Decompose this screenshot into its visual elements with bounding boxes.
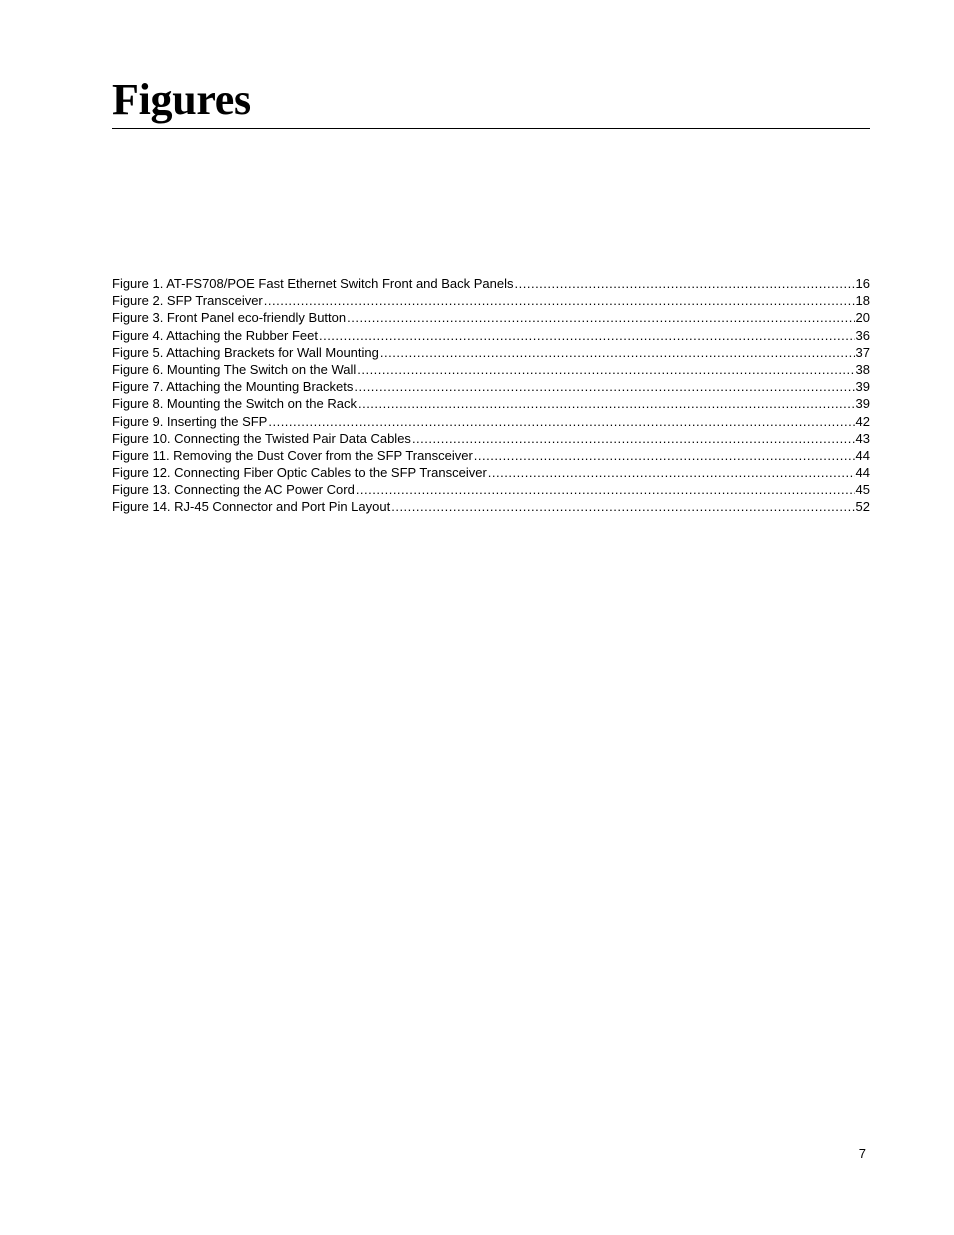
figure-entry-label: Figure 8. Mounting the Switch on the Rack [112,396,357,412]
figure-entry-page: 18 [855,293,870,309]
figure-entry-label: Figure 3. Front Panel eco-friendly Button [112,310,347,326]
figure-entry-page: 16 [855,276,870,291]
title-rule [112,128,870,129]
figure-entry-11[interactable] [112,447,870,464]
figure-entry-10[interactable] [112,430,870,447]
dot-leader [391,498,854,515]
figure-entry-label: Figure 12. Connecting Fiber Optic Cables to the SFP Transceiver [112,465,487,481]
dot-leader [264,292,855,309]
list-of-figures [112,275,870,516]
figure-entry-page: 36 [855,327,870,343]
figure-entry-label: Figure 5. Attaching Brackets for Wall Mounting [112,344,379,360]
figure-entry-label: Figure 11. Removing the Dust Cover from the SFP Transceiver [112,447,473,463]
figure-entry-page: 20 [855,310,870,326]
figure-entry-label: Figure 6. Mounting The Switch on the Wall [112,361,357,377]
dot-leader [356,481,855,498]
page-number: 7 [858,1146,866,1161]
figure-entry-5[interactable] [112,344,870,361]
figure-entry-13[interactable] [112,481,870,498]
figure-entry-page: 43 [855,430,870,446]
figure-entry-label: Figure 14. RJ-45 Connector and Port Pin Layout [112,499,391,515]
figure-entry-6[interactable] [112,361,870,378]
figure-entry-8[interactable] [112,395,870,412]
figure-entry-label: Figure 1. AT-FS708/POE Fast Ethernet Switch Front and Back Panels [112,276,514,291]
figure-entry-4[interactable] [112,327,870,344]
figure-entry-page: 39 [855,379,870,395]
figure-entry-page: 39 [855,396,870,412]
figure-entry-label: Figure 4. Attaching the Rubber Feet [112,327,318,343]
figure-entry-label: Figure 10. Connecting the Twisted Pair Data Cables [112,430,411,446]
figure-entry-label: Figure 9. Inserting the SFP [112,413,268,429]
dot-leader [357,361,854,378]
page-title: Figures [112,75,251,124]
dot-leader [347,309,854,326]
figure-entry-page: 37 [855,344,870,360]
figure-entry-label: Figure 13. Connecting the AC Power Cord [112,482,355,498]
dot-leader [412,430,855,447]
figure-entry-12[interactable] [112,464,870,481]
figure-entry-1[interactable] [112,275,870,292]
figure-entry-page: 44 [855,447,870,463]
dot-leader [354,378,854,395]
figure-entry-14[interactable] [112,498,870,515]
figure-entry-7[interactable] [112,378,870,395]
figure-entry-2[interactable] [112,292,870,309]
dot-leader [268,413,854,430]
figure-entry-page: 45 [855,482,870,498]
figure-entry-9[interactable] [112,413,870,430]
dot-leader [515,275,855,292]
figure-entry-3[interactable] [112,309,870,326]
dot-leader [488,464,855,481]
figure-entry-page: 38 [855,361,870,377]
dot-leader [319,327,855,344]
figure-entry-page: 52 [855,499,870,515]
dot-leader [380,344,855,361]
figure-entry-label: Figure 7. Attaching the Mounting Brackets [112,379,354,395]
figure-entry-page: 44 [855,465,870,481]
figure-entry-label: Figure 2. SFP Transceiver [112,293,263,309]
figure-entry-page: 42 [855,413,870,429]
dot-leader [474,447,855,464]
dot-leader [358,395,855,412]
